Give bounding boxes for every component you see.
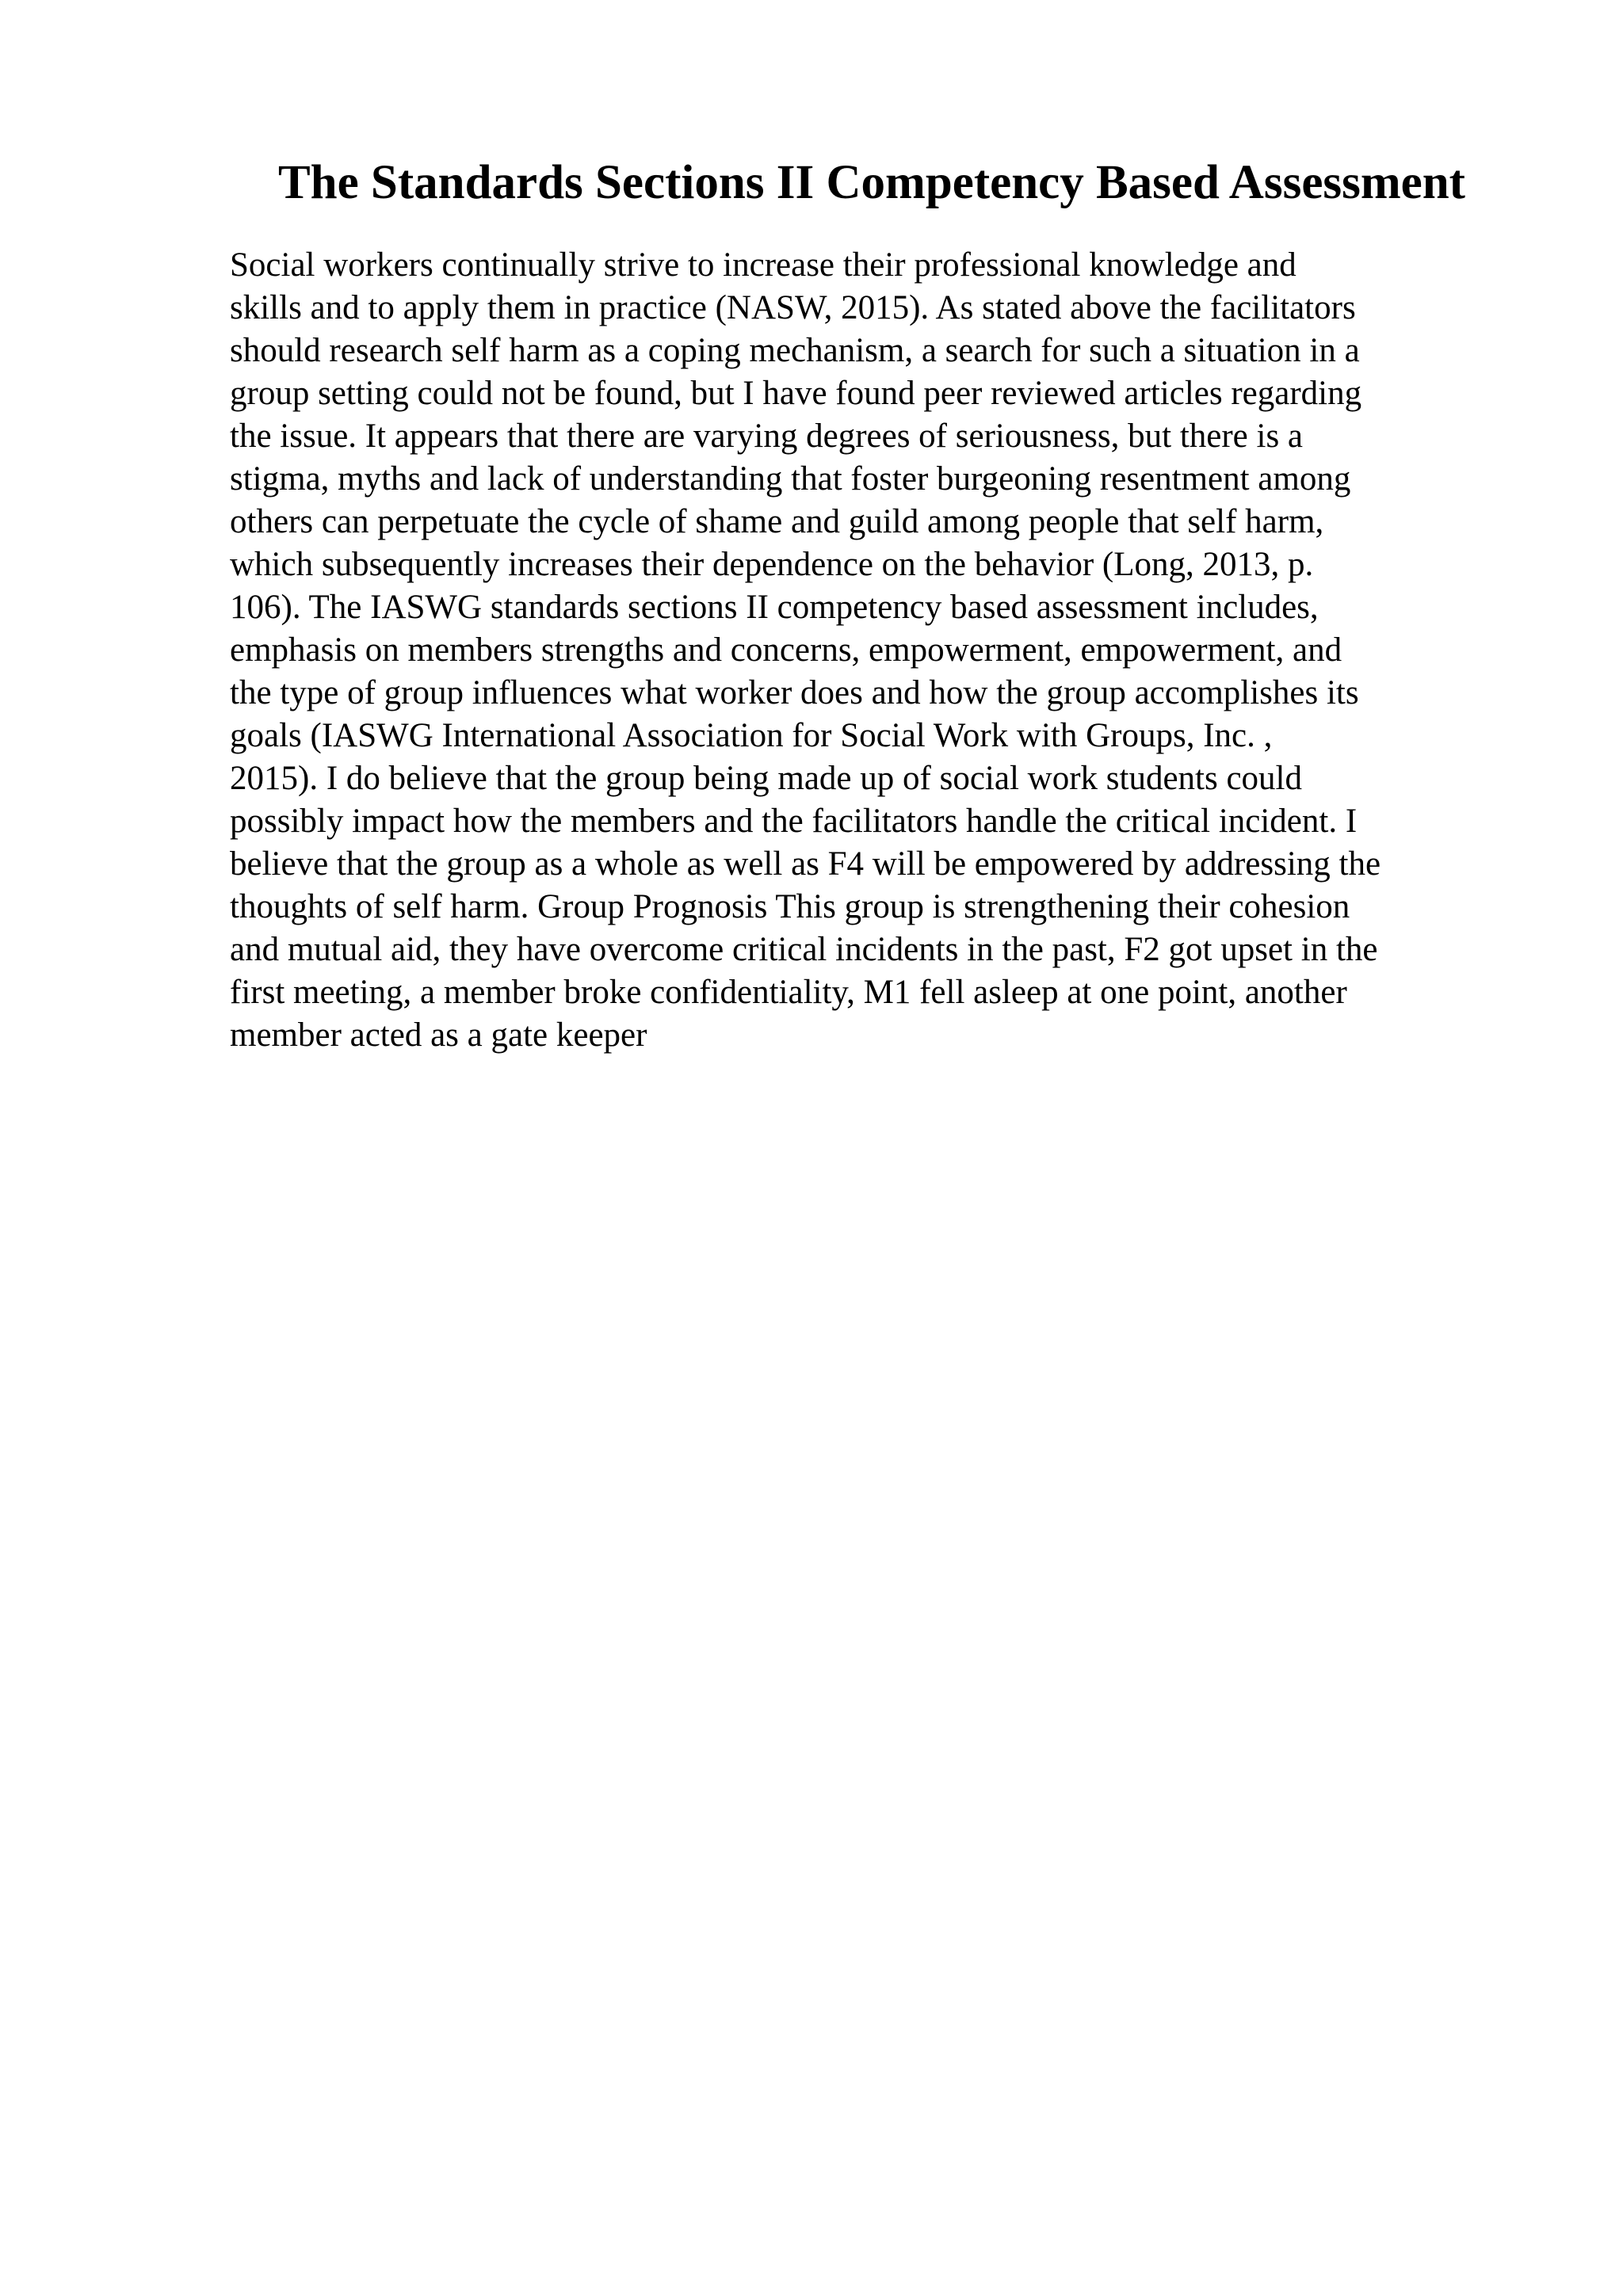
paragraph-line: the type of group influences what worker does and how the group accomplishes its [230,674,1359,711]
document-title: The Standards Sections II Competency Based Assessment [277,156,1465,209]
paragraph-line: the issue. It appears that there are varying degrees of seriousness, but there is a [230,418,1304,455]
paragraph-line: first meeting, a member broke confidentiality, M1 fell asleep at one point, another [230,974,1347,1011]
paragraph-line: skills and to apply them in practice (NASW, 2015). As stated above the facilitators [230,289,1356,326]
body-paragraph [230,244,1514,1057]
paragraph-line: Social workers continually strive to increase their professional knowledge and [230,246,1296,284]
paragraph-line: stigma, myths and lack of understanding that foster burgeoning resentment among [230,460,1351,498]
paragraph-line: emphasis on members strengths and concerns, empowerment, empowerment, and [230,631,1342,669]
paragraph-line: possibly impact how the members and the facilitators handle the critical incident. I [230,803,1358,840]
paragraph-line: and mutual aid, they have overcome critical incidents in the past, F2 got upset in the [230,931,1378,968]
paragraph-line: 106). The IASWG standards sections II competency based assessment includes, [230,589,1319,626]
paragraph-line: others can perpetuate the cycle of shame and guild among people that self harm, [230,503,1324,540]
paragraph-line: goals (IASWG International Association for Social Work with Groups, Inc. , [230,717,1273,754]
paragraph-line: believe that the group as a whole as well as F4 will be empowered by addressing the [230,845,1381,883]
paragraph-line: 2015). I do believe that the group being made up of social work students could [230,760,1302,797]
paragraph-line: member acted as a gate keeper [230,1016,647,1054]
paragraph-line: should research self harm as a coping mechanism, a search for such a situation in a [230,332,1360,369]
paragraph-line: which subsequently increases their dependence on the behavior (Long, 2013, p. [230,546,1314,583]
paragraph-line: thoughts of self harm. Group Prognosis This group is strengthening their cohesion [230,888,1350,925]
paragraph-line: group setting could not be found, but I have found peer reviewed articles regarding [230,375,1362,412]
